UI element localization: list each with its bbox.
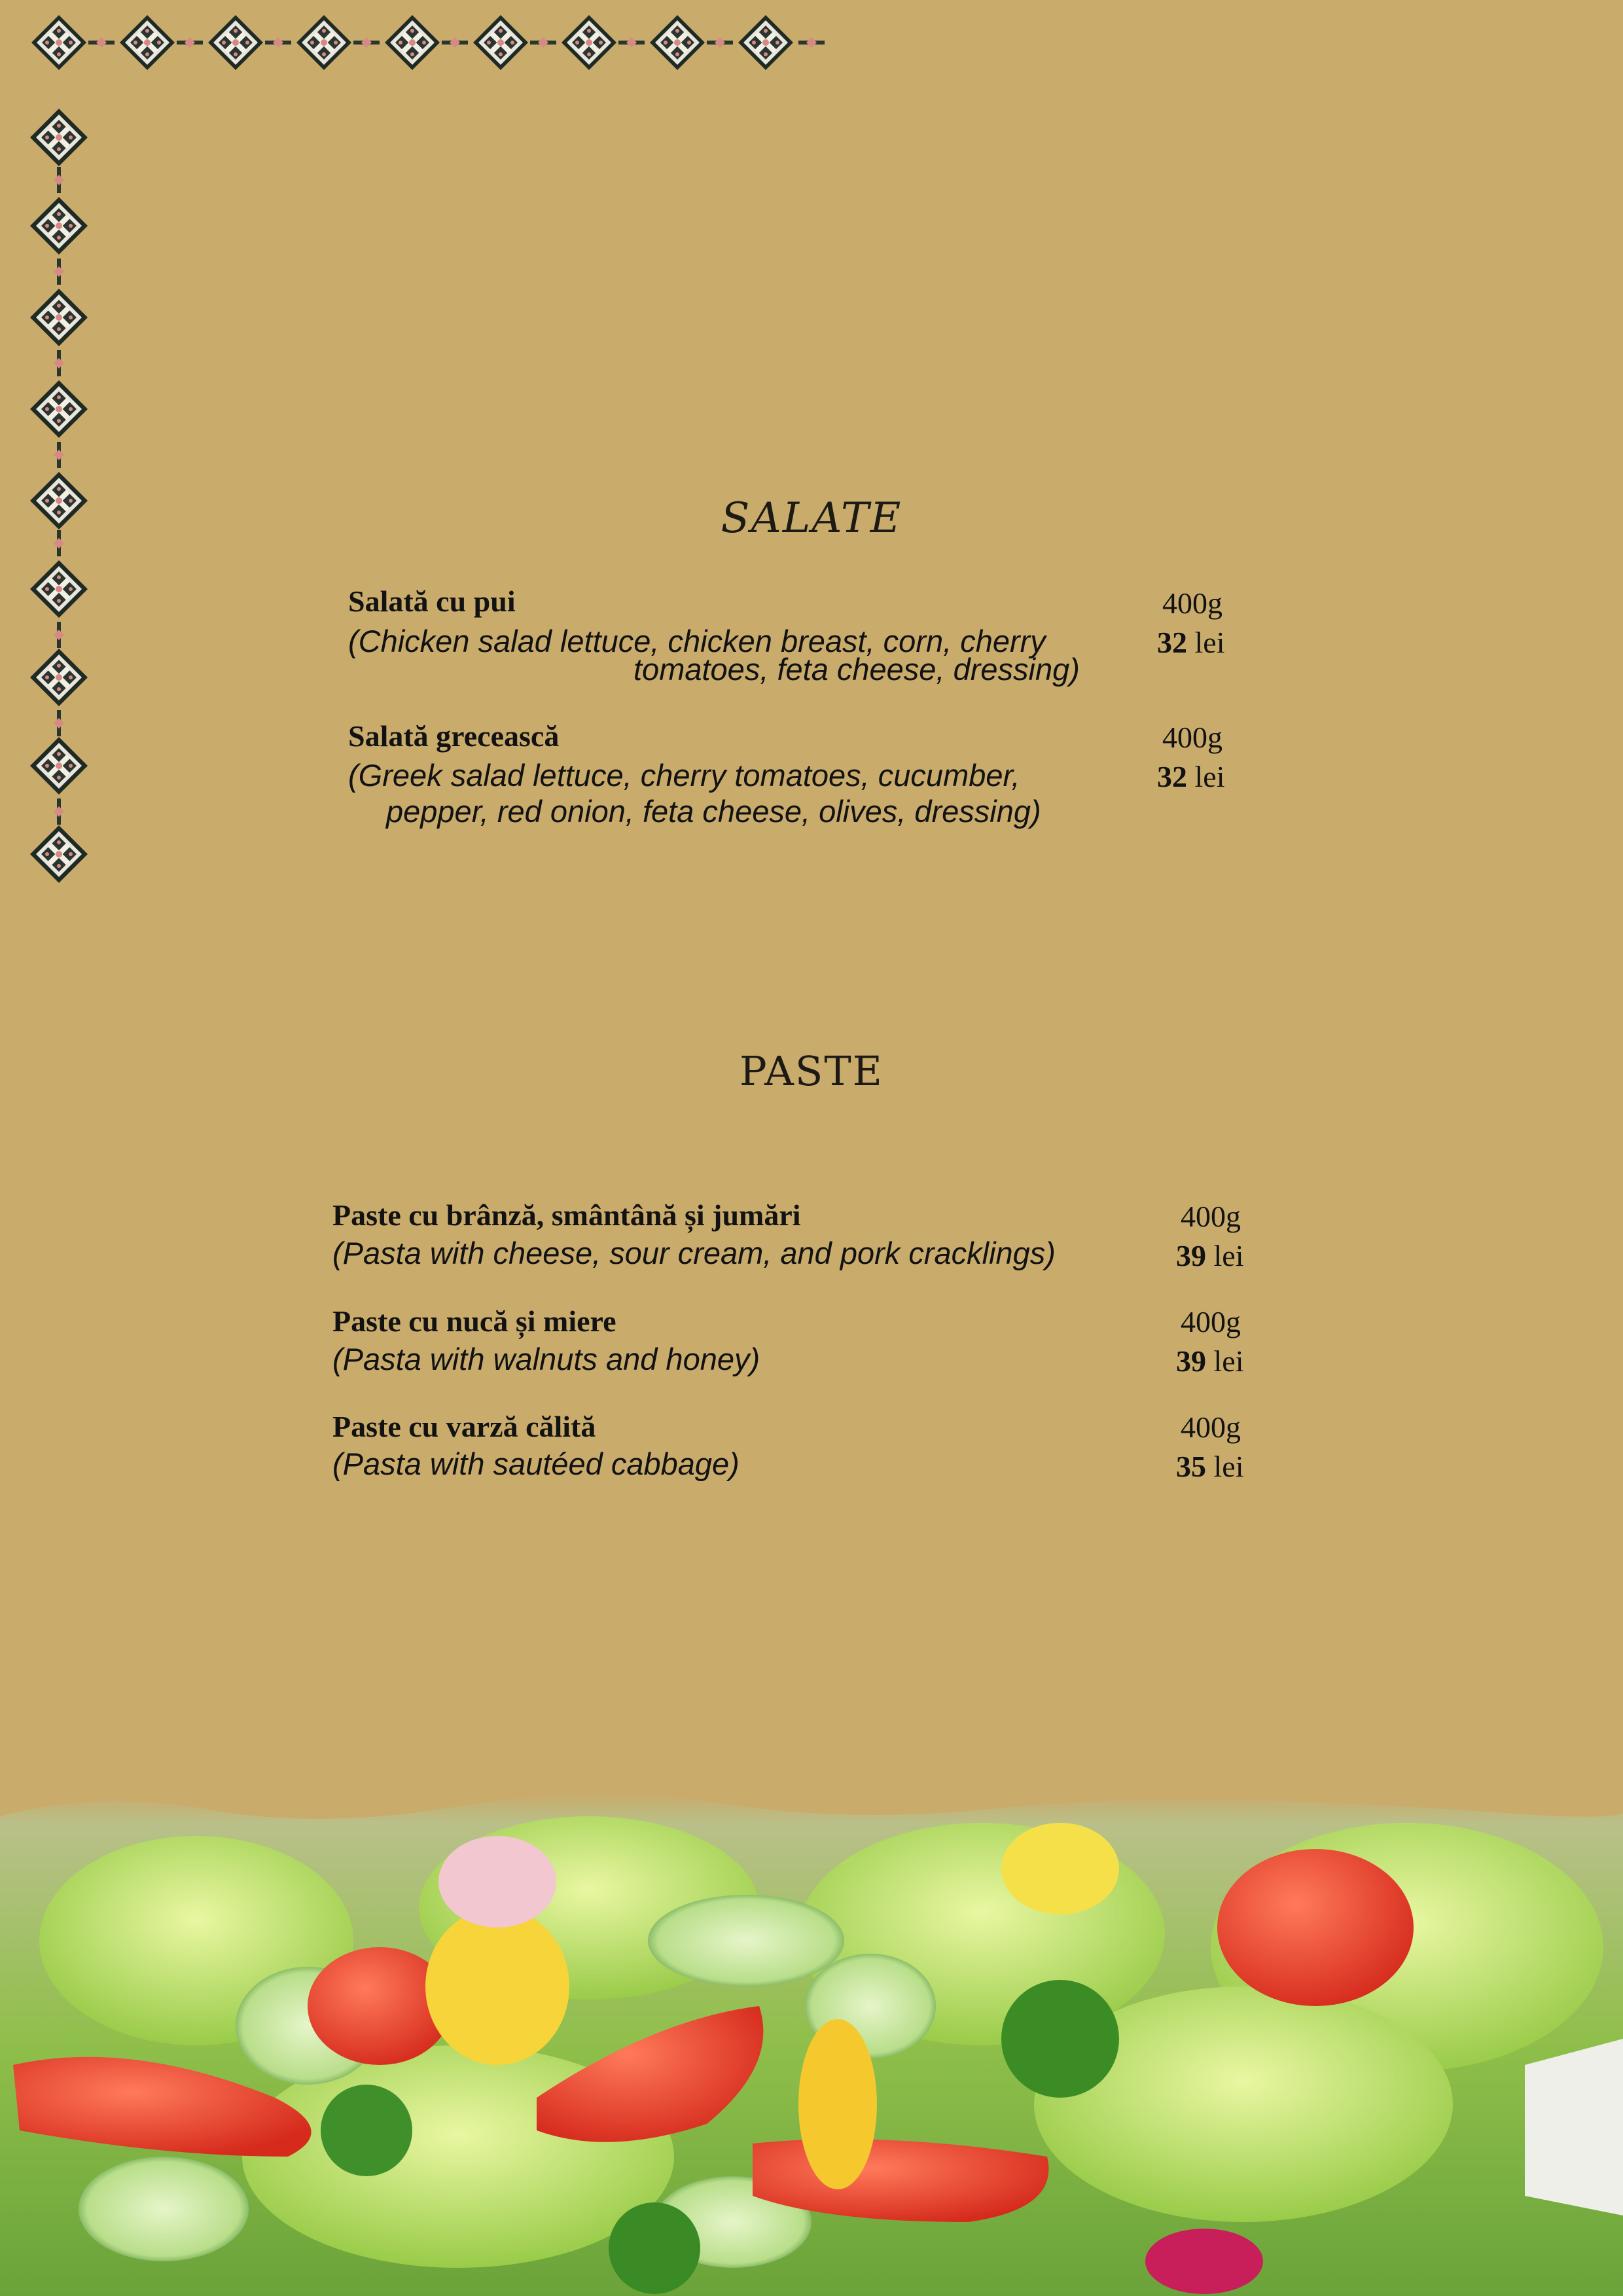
item-name: Paste cu varză călită: [332, 1410, 596, 1443]
item-weight: 400g: [1181, 1305, 1241, 1338]
item-weight: 400g: [1162, 721, 1222, 754]
item-description: tomatoes, feta cheese, dressing): [633, 652, 1080, 687]
item-description: (Greek salad lettuce, cherry tomatoes, cucumber,: [348, 758, 1020, 793]
item-price: [1176, 1344, 1243, 1378]
item-description: (Chicken salad lettuce, chicken breast, corn, cherry: [348, 624, 1046, 658]
price-amount: 35: [1176, 1450, 1206, 1483]
item-description: (Pasta with cheese, sour cream, and pork cracklings): [332, 1236, 1056, 1270]
item-name: Paste cu brânză, smântână și jumări: [332, 1198, 801, 1232]
price-amount: 32: [1157, 760, 1187, 793]
folk-border-top: [26, 13, 838, 72]
price-unit: lei: [1194, 626, 1225, 659]
folk-border-left: [26, 13, 98, 884]
item-weight: 400g: [1181, 1410, 1241, 1444]
price-amount: 39: [1176, 1239, 1206, 1272]
item-weight: 400g: [1162, 586, 1222, 620]
price-amount: 32: [1157, 626, 1187, 659]
item-weight: 400g: [1181, 1200, 1241, 1233]
item-description: (Pasta with sautéed cabbage): [332, 1446, 740, 1481]
item-description: pepper, red onion, feta cheese, olives, dressing): [386, 794, 1041, 829]
item-price: [1176, 1449, 1243, 1484]
salad-photo: [0, 1790, 1623, 2296]
item-name: Salată grecească: [348, 719, 560, 753]
section-title-paste: PASTE: [740, 1047, 883, 1095]
price-unit: lei: [1213, 1239, 1244, 1272]
item-price: [1157, 759, 1224, 794]
section-title-salate: SALATE: [721, 494, 902, 543]
item-description: (Pasta with walnuts and honey): [332, 1342, 760, 1376]
item-price: [1176, 1238, 1243, 1273]
price-unit: lei: [1213, 1344, 1244, 1378]
price-unit: lei: [1213, 1450, 1244, 1483]
item-price: [1157, 625, 1224, 660]
item-name: Salată cu pui: [348, 584, 516, 618]
price-amount: 39: [1176, 1344, 1206, 1378]
price-unit: lei: [1194, 760, 1225, 793]
item-name: Paste cu nucă și miere: [332, 1304, 616, 1338]
